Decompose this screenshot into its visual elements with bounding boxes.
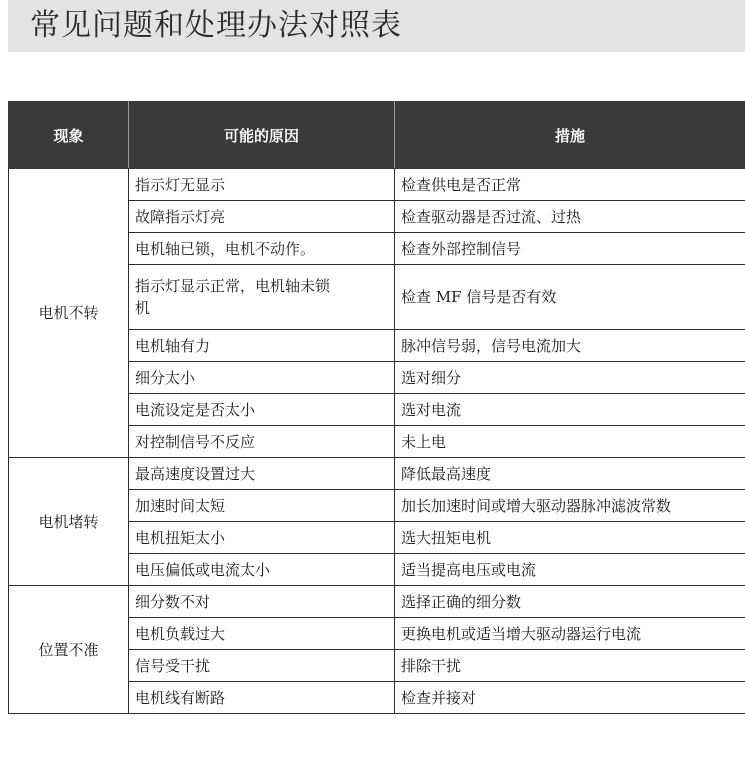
cause-cell: 指示灯无显示 <box>129 169 395 201</box>
cause-cell: 故障指示灯亮 <box>129 201 395 233</box>
header-symptom: 现象 <box>9 102 129 169</box>
cause-cell: 信号受干扰 <box>129 650 395 682</box>
measure-cell: 排除干扰 <box>395 650 745 682</box>
measure-cell: 选对电流 <box>395 394 745 426</box>
measure-cell: 检查驱动器是否过流、过热 <box>395 201 745 233</box>
page-title: 常见问题和处理办法对照表 <box>30 8 402 43</box>
measure-cell: 选择正确的细分数 <box>395 586 745 618</box>
measure-cell: 选对细分 <box>395 362 745 394</box>
cause-cell: 电压偏低或电流太小 <box>129 554 395 586</box>
cause-cell: 电机轴已锁，电机不动作。 <box>129 233 395 265</box>
cause-cell: 最高速度设置过大 <box>129 458 395 490</box>
cause-cell: 细分太小 <box>129 362 395 394</box>
cause-cell: 对控制信号不反应 <box>129 426 395 458</box>
cause-cell: 电机负载过大 <box>129 618 395 650</box>
cause-line: 机 <box>135 299 151 317</box>
symptom-cell: 位置不准 <box>9 586 129 714</box>
measure-cell: 检查供电是否正常 <box>395 169 745 201</box>
table-row <box>9 586 745 618</box>
measure-cell: 降低最高速度 <box>395 458 745 490</box>
cause-cell: 电机扭矩太小 <box>129 522 395 554</box>
cause-cell: 电流设定是否太小 <box>129 394 395 426</box>
measure-cell: 加长加速时间或增大驱动器脉冲滤波常数 <box>395 490 745 522</box>
measure-cell: 更换电机或适当增大驱动器运行电流 <box>395 618 745 650</box>
measure-cell: 检查并接对 <box>395 682 745 714</box>
table-row <box>9 458 745 490</box>
header-cause: 可能的原因 <box>129 102 395 169</box>
header-measure: 措施 <box>395 102 745 169</box>
symptom-cell: 电机不转 <box>9 169 129 458</box>
measure-cell: 检查 MF 信号是否有效 <box>395 265 745 330</box>
measure-cell: 适当提高电压或电流 <box>395 554 745 586</box>
measure-cell: 脉冲信号弱，信号电流加大 <box>395 330 745 362</box>
troubleshooting-table <box>8 101 745 714</box>
measure-cell: 选大扭矩电机 <box>395 522 745 554</box>
measure-cell: 检查外部控制信号 <box>395 233 745 265</box>
cause-cell <box>129 265 395 330</box>
cause-line: 指示灯显示正常，电机轴未锁 <box>135 277 331 295</box>
cause-cell: 细分数不对 <box>129 586 395 618</box>
table-header-row <box>9 102 745 169</box>
cause-cell: 电机轴有力 <box>129 330 395 362</box>
title-bar <box>8 0 745 52</box>
symptom-cell: 电机堵转 <box>9 458 129 586</box>
cause-cell: 电机线有断路 <box>129 682 395 714</box>
measure-cell: 未上电 <box>395 426 745 458</box>
table-row <box>9 169 745 201</box>
cause-cell: 加速时间太短 <box>129 490 395 522</box>
